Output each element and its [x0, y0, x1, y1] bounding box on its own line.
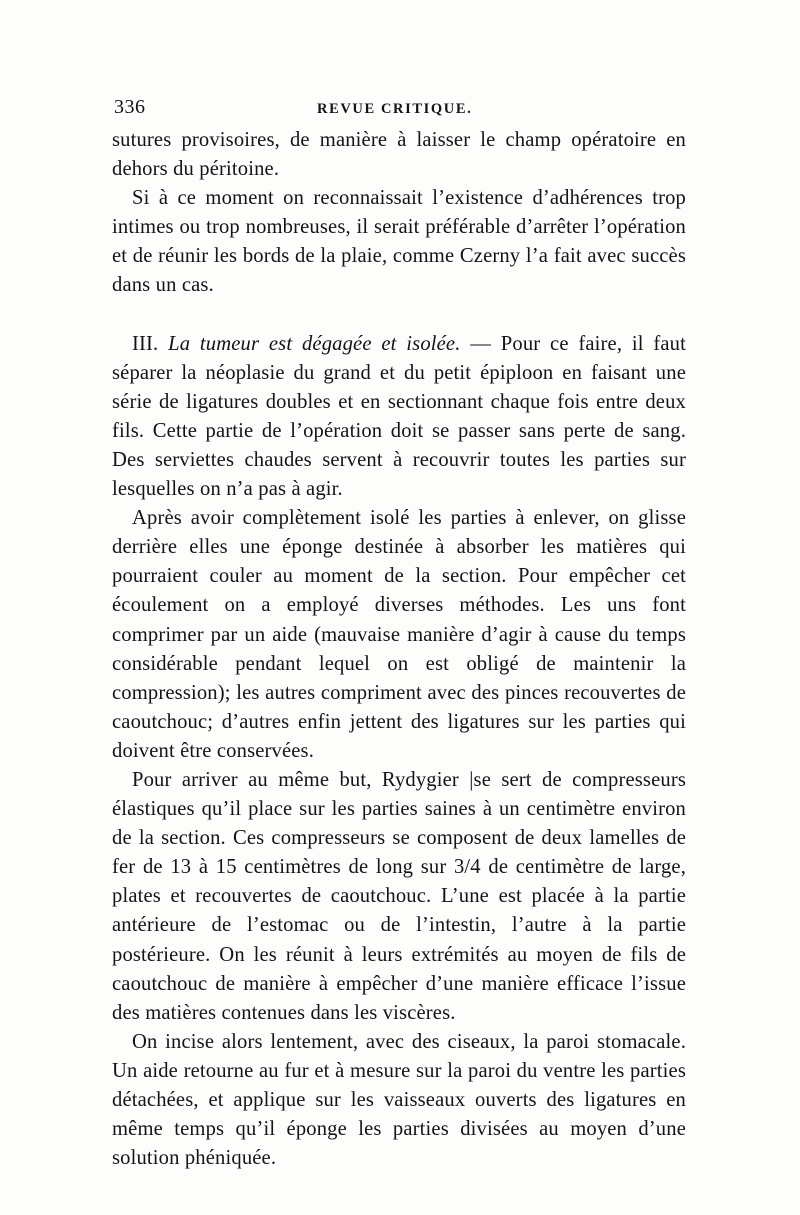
section-three-text: — Pour ce faire, il faut séparer la néoplasie du grand et du petit épiploon en faisant une série de ligatures doubles et en sectionnant chaque fois entre deux fils. Cette partie de l’opération doit se passer sans perte de sang. Des serviettes chaudes servent à recouvrir toutes les parties sur lesquelles on n’a pas à agir. — [112, 332, 686, 501]
paragraph-2: Si à ce moment on reconnaissait l’existence d’adhérences trop intimes ou trop nombreuses, il serait préférable d’arrêter l’opération et de réunir les bords de la plaie, comme Czerny l’a fait avec succès dans un cas. — [112, 187, 686, 297]
page-number: 336 — [114, 96, 146, 118]
paragraph-6: On incise alors lentement, avec des ciseaux, la paroi stomacale. Un aide retourne au fur et à mesure sur la paroi du ventre les parties détachées, et applique sur les vaisseaux ouverts des ligatures en même temps qu’il éponge les parties divisées au moyen d’une solution phéniquée. — [112, 1030, 686, 1170]
section-numeral: III. — [132, 332, 159, 355]
paragraph-1: sutures provisoires, de manière à laisser le champ opératoire en dehors du péritoine. — [112, 129, 686, 181]
paragraph-4: Après avoir complètement isolé les parties à enlever, on glisse derrière elles une éponge destinée à absorber les matières qui pourraient couler au moment de la section. Pour empêcher cet écoulement on a employé diverses méthodes. Les uns font comprimer par un aide (mauvaise manière d’agir à cause du temps considérable pendant lequel on est obligé de maintenir la compression); les autres compriment avec des pinces recouvertes de caoutchouc; d’autres enfin jettent des ligatures sur les parties qui doivent être conservées. — [112, 507, 686, 762]
section-title: La tumeur est dégagée et isolée. — [168, 332, 461, 355]
page-header — [112, 96, 687, 126]
section-three-paragraph — [112, 330, 686, 505]
running-head: REVUE CRITIQUE. — [317, 101, 473, 117]
paragraph-5: Pour arriver au même but, Rydygier |se sert de compresseurs élastiques qu’il place sur les parties saines à un centimètre environ de la section. Ces compresseurs se composent de deux lamelles de fer de 13 à 15 centimètres de long sur 3/4 de centimètre de large, plates et recouvertes de caoutchouc. L’une est placée à la partie antérieure de l’estomac ou de l’intestin, l’autre à la partie postérieure. On les réunit à leurs extrémités au moyen de fils de caoutchouc de manière à empêcher d’une manière efficace l’issue des matières contenues dans les viscères. — [112, 768, 686, 1024]
body-text — [112, 126, 686, 1173]
